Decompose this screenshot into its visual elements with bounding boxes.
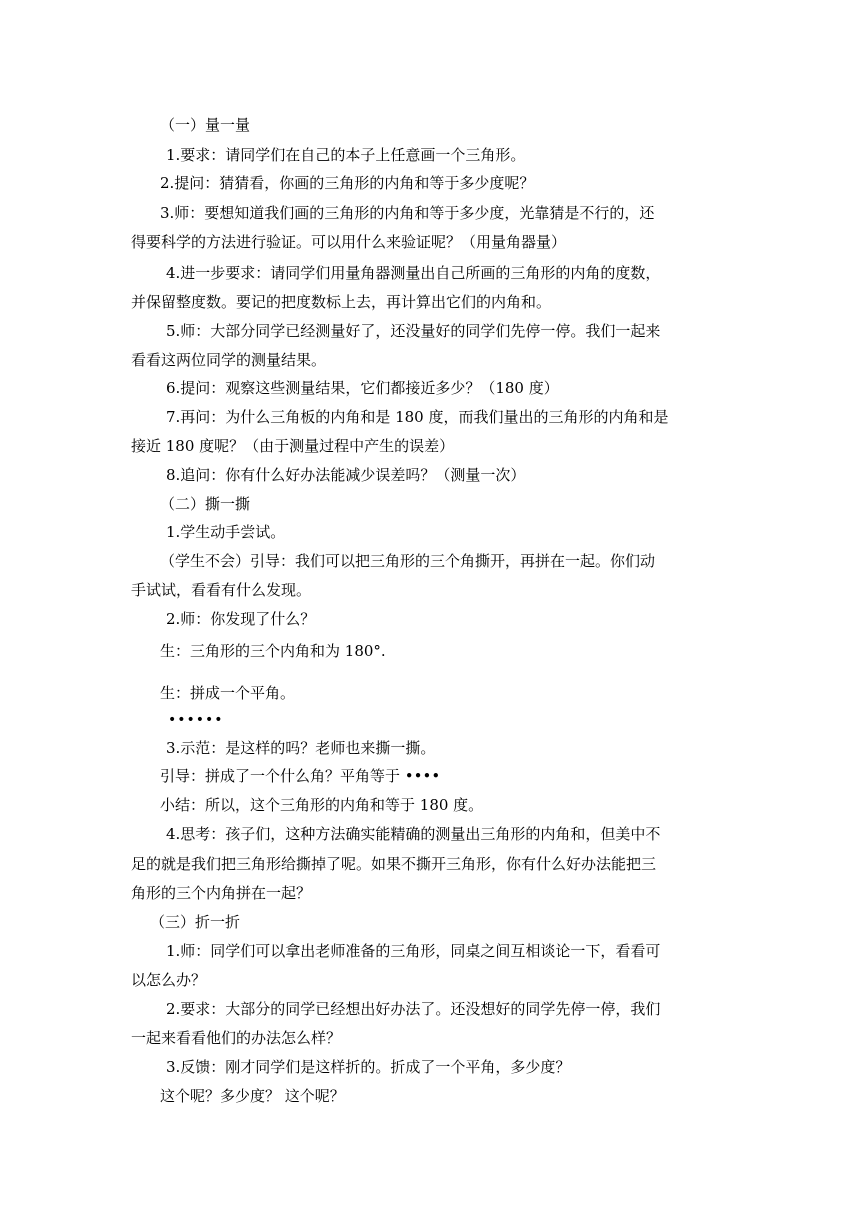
text-line: 3.反馈：刚才同学们是这样折的。折成了一个平角，多少度？ — [166, 1058, 571, 1076]
text-line: 角形的三个内角拼在一起？ — [131, 884, 312, 902]
text-line: 一起来看看他们的办法怎么样？ — [131, 1029, 342, 1047]
text-line: 生：三角形的三个内角和为 180°. — [160, 642, 386, 660]
text-line: 生：拼成一个平角。 — [160, 684, 296, 702]
text-line: 7.再问：为什么三角板的内角和是 180 度，而我们量出的三角形的内角和是 — [166, 408, 669, 426]
text-line: 1.学生动手尝试。 — [166, 523, 286, 541]
text-line: 8.追问：你有什么好办法能减少误差吗？（测量一次） — [166, 466, 526, 484]
ellipsis-dots: •••••• — [168, 712, 224, 728]
text-line: 以怎么办？ — [131, 971, 207, 989]
text-line: 4.进一步要求：请同学们用量角器测量出自己所画的三角形的内角的度数， — [166, 264, 661, 282]
text-line: 3.示范：是这样的吗？老师也来撕一撕。 — [166, 739, 436, 757]
section-heading-measure: （一）量一量 — [160, 116, 251, 134]
text-line: 手试试，看看有什么发现。 — [131, 581, 312, 599]
text-line: 1.师：同学们可以拿出老师准备的三角形，同桌之间互相谈论一下，看看可 — [166, 942, 661, 960]
text-line: 足的就是我们把三角形给撕掉了呢。如果不撕开三角形，你有什么好办法能把三 — [131, 855, 657, 873]
text-line: （学生不会）引导：我们可以把三角形的三个角撕开，再拼在一起。你们动 — [160, 552, 656, 570]
text-line: 2.要求：大部分的同学已经想出好办法了。还没想好的同学先停一停，我们 — [166, 1000, 661, 1018]
text-line: 3.师：要想知道我们画的三角形的内角和等于多少度，光靠猜是不行的，还 — [160, 204, 655, 222]
text-line: 接近 180 度呢？（由于测量过程中产生的误差） — [131, 437, 455, 455]
text-line: 2.提问：猜猜看，你画的三角形的内角和等于多少度呢？ — [160, 174, 535, 192]
text-line: 这个呢？多少度？ 这个呢？ — [160, 1087, 345, 1105]
text-line: 引导：拼成了一个什么角？平角等于 •••• — [160, 767, 441, 785]
text-line: 小结：所以，这个三角形的内角和等于 180 度。 — [160, 796, 484, 814]
section-heading-fold: （三）折一折 — [150, 913, 241, 931]
section-heading-tear: （二）撕一撕 — [160, 495, 251, 513]
text-line: 得要科学的方法进行验证。可以用什么来验证呢？（用量角器量） — [131, 233, 567, 251]
text-line: 并保留整度数。要记的把度数标上去，再计算出它们的内角和。 — [131, 293, 552, 311]
text-line: 6.提问：观察这些测量结果，它们都接近多少？（180 度） — [166, 379, 559, 397]
text-line: 1.要求：请同学们在自己的本子上任意画一个三角形。 — [166, 146, 526, 164]
text-line: 5.师：大部分同学已经测量好了，还没量好的同学们先停一停。我们一起来 — [166, 322, 661, 340]
text-line: 看看这两位同学的测量结果。 — [131, 351, 327, 369]
text-line: 2.师：你发现了什么？ — [166, 610, 316, 628]
text-line: 4.思考：孩子们，这种方法确实能精确的测量出三角形的内角和，但美中不 — [166, 825, 661, 843]
